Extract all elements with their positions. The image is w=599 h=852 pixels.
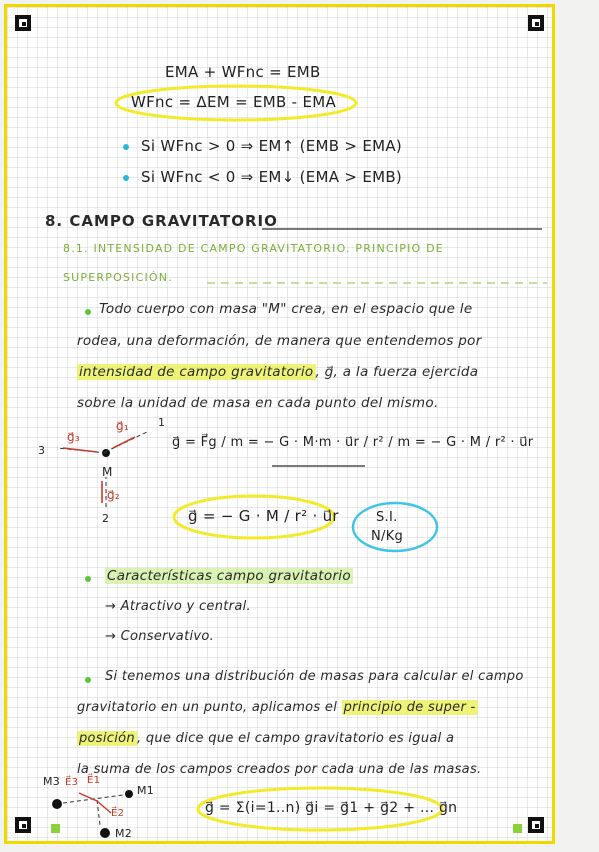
fig1-point2: 2 (102, 512, 110, 525)
characteristics-heading (105, 568, 353, 584)
characteristic-item: → Conservativo. (105, 629, 215, 644)
para1-line4: sobre la unidad de masa en cada punto del mismo. (77, 395, 439, 411)
si-units-label: S.I. (376, 510, 398, 525)
highlight-intensidad: intensidad de campo gravitatorio (79, 364, 314, 380)
fig2-e1: E⃗1 (87, 775, 101, 786)
fig2-e2: E⃗2 (111, 808, 125, 819)
fig1-mass: M (102, 465, 113, 479)
g-boxed-equation: g⃗ = − G · M / r² · u⃗r (188, 507, 339, 525)
highlight-principio: principio de super - (343, 700, 476, 715)
para2-line3 (77, 731, 454, 746)
g-definition-equation: g⃗ = F⃗g / m = − G · M·m · u⃗r / r² / m = − G · M / r² · u⃗r (172, 435, 534, 450)
bullet-green (85, 677, 91, 683)
bullet-wneg: Si WFnc < 0 ⇒ EM↓ (EMA > EMB) (141, 168, 403, 186)
section-title: 8. CAMPO GRAVITATORIO (45, 212, 278, 230)
energy-equation: EMA + WFnc = EMB (165, 63, 321, 81)
characteristic-item: → Atractivo y central. (105, 599, 251, 614)
para2-line4: la suma de los campos creados por cada una de las masas. (77, 762, 482, 777)
characteristics-heading-text: Características campo gravitatorio (107, 568, 351, 584)
fig2-m3: M3 (43, 775, 61, 788)
para1-line3 (77, 364, 478, 380)
si-units-value: N/Kg (371, 529, 404, 544)
superposition-equation: g⃗ = Σ(i=1..n) g⃗i = g⃗1 + g⃗2 + ... g⃗n (205, 800, 458, 816)
fig1-point3: 3 (38, 444, 46, 457)
subsection-title-line2: SUPERPOSICIÓN. (63, 271, 173, 284)
para2-line2 (77, 700, 478, 715)
bullet-wpos: Si WFnc > 0 ⇒ EM↑ (EMB > EMA) (141, 137, 403, 155)
highlight-posicion: posición (79, 731, 135, 746)
bullet-green (85, 576, 91, 582)
para2-line2-text: gravitatorio en un punto, aplicamos el (77, 700, 338, 715)
fig2-m1: M1 (137, 784, 155, 797)
fig1-point1: 1 (158, 416, 166, 429)
para2-line1: Si tenemos una distribución de masas para calcular el campo (105, 669, 524, 684)
ink-drawings (7, 7, 552, 841)
work-equation: WFnc = ΔEM = EMB - EMA (131, 93, 337, 111)
bullet-cyan (123, 144, 129, 150)
fig2-m2: M2 (115, 827, 133, 840)
subsection-title-line1: 8.1. INTENSIDAD DE CAMPO GRAVITATORIO. PRINCIPIO DE (63, 242, 444, 255)
para1-line3-rest: , g⃗, a la fuerza ejercida (315, 364, 479, 380)
fig1-g3: g⃗₃ (67, 430, 81, 444)
notebook-page (4, 4, 555, 844)
para2-line3-rest: , que dice que el campo gravitatorio es igual a (136, 731, 455, 746)
fig1-g2: g⃗₂ (107, 488, 121, 502)
fig1-g1: g⃗₁ (116, 419, 130, 433)
bullet-cyan (123, 175, 129, 181)
bullet-green (85, 309, 91, 315)
fig2-e3: E⃗3 (65, 777, 79, 788)
para1-line1: Todo cuerpo con masa "M" crea, en el espacio que le (99, 301, 473, 317)
para1-line2: rodea, una deformación, de manera que entendemos por (77, 333, 482, 349)
